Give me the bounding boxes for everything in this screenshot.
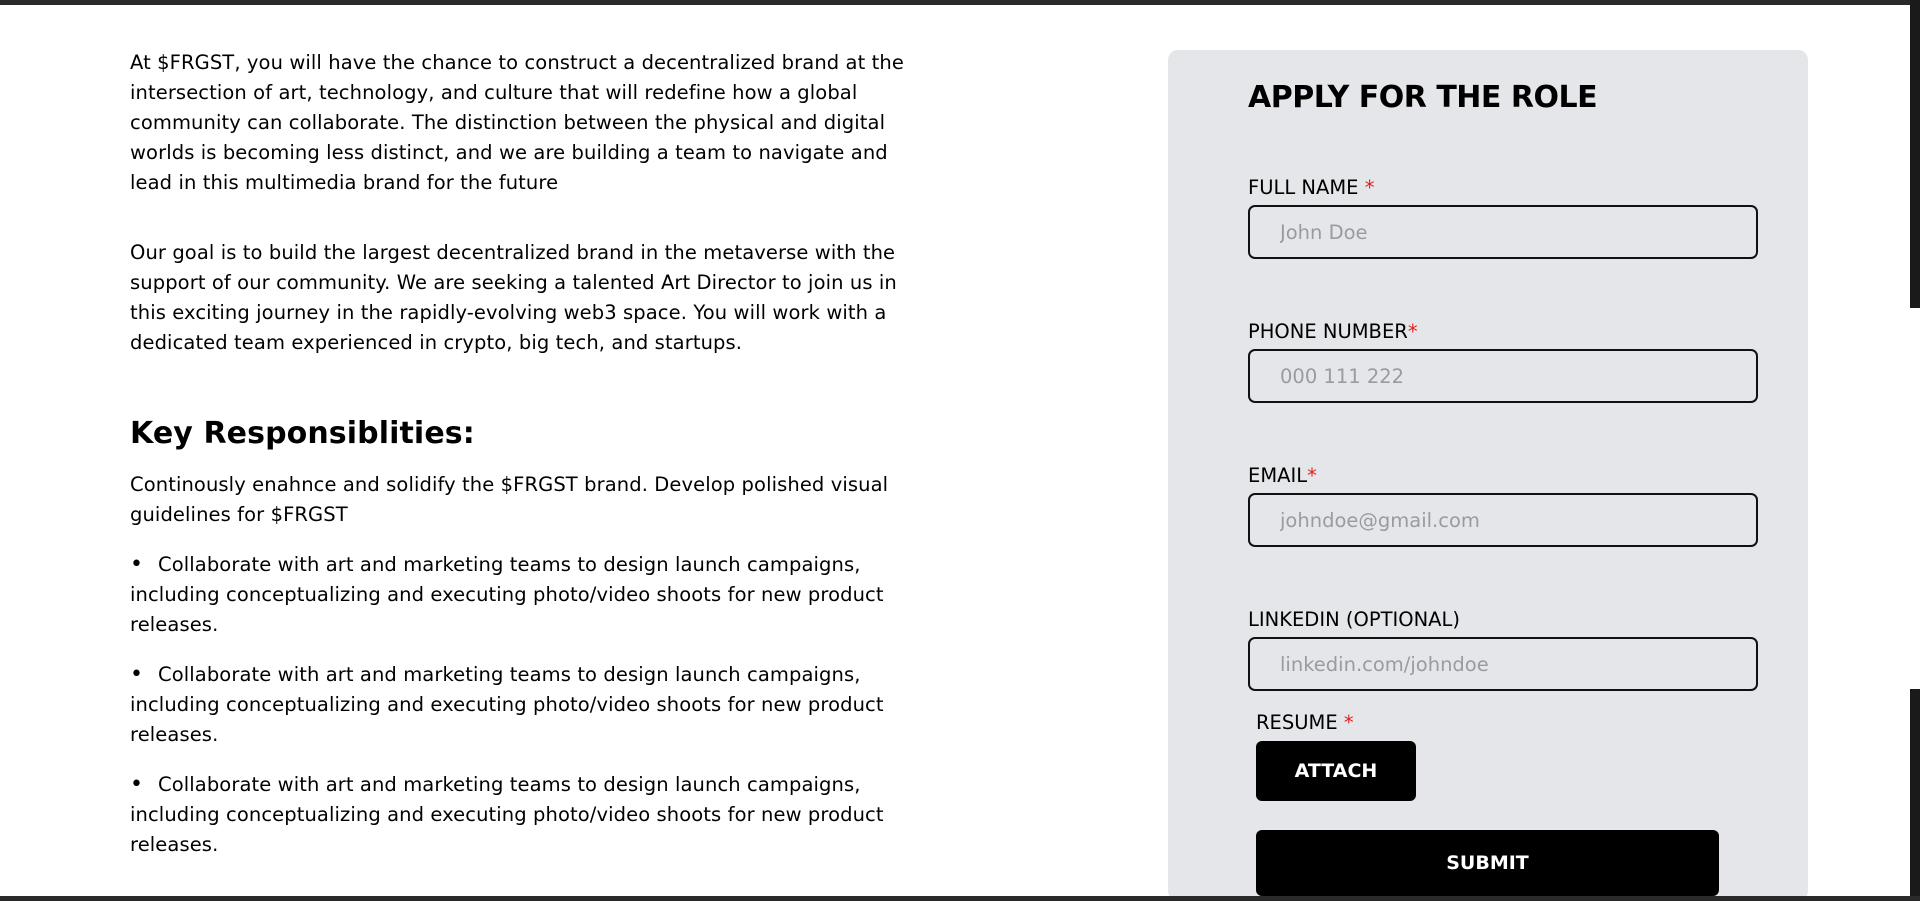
list-item: [130, 660, 920, 750]
list-item: [130, 550, 920, 640]
scrollbar-thumb[interactable]: [1910, 689, 1920, 901]
responsibilities-lead: Continously enahnce and solidify the $FRGST brand. Develop polished visual guidelines for $FRGST: [130, 473, 889, 526]
bullet-icon: •: [130, 662, 144, 687]
email-label: EMAIL*: [1248, 464, 1317, 487]
required-marker: *: [1364, 176, 1375, 199]
email-input[interactable]: [1248, 493, 1758, 547]
job-description: [130, 48, 920, 880]
top-border: [0, 0, 1920, 5]
list-item: [130, 770, 920, 860]
goal-paragraph: Our goal is to build the largest decentralized brand in the metaverse with the support of our community. We are seeking a talented Art Director to join us in this exciting journey in the rapidly-evolving web3 space. You will work with a dedicated team experienced in crypto, big tech, and startups.: [130, 241, 897, 354]
required-marker: *: [1307, 464, 1317, 487]
intro-paragraph: At $FRGST, you will have the chance to construct a decentralized brand at the intersection of art, technology, and culture that will redefine how a global community can collaborate. The distinction between the physical and digital worlds is becoming less distinct, and we are building a team to navigate and lead in this multimedia brand for the future: [130, 51, 904, 194]
required-marker: *: [1343, 711, 1354, 734]
required-marker: *: [1407, 320, 1418, 343]
phone-number-label: PHONE NUMBER*: [1248, 320, 1418, 343]
bullet-icon: •: [130, 552, 144, 577]
attach-resume-button[interactable]: ATTACH: [1256, 741, 1416, 801]
form-title: APPLY FOR THE ROLE: [1248, 80, 1598, 115]
linkedin-label: LINKEDIN (OPTIONAL): [1248, 608, 1460, 631]
list-item-text: Collaborate with art and marketing teams to design launch campaigns, including conceptualizing and executing photo/video shoots for new product releases.: [130, 773, 884, 856]
responsibilities-heading: Key Responsiblities:: [130, 416, 475, 451]
bullet-icon: •: [130, 772, 144, 797]
resume-label: RESUME *: [1256, 711, 1354, 734]
bottom-border: [0, 896, 1920, 901]
phone-number-input[interactable]: [1248, 349, 1758, 403]
scrollbar-thumb[interactable]: [1910, 0, 1920, 308]
linkedin-input[interactable]: [1248, 637, 1758, 691]
full-name-label: FULL NAME *: [1248, 176, 1375, 199]
application-form: [1168, 50, 1808, 901]
list-item-text: Collaborate with art and marketing teams to design launch campaigns, including conceptualizing and executing photo/video shoots for new product releases.: [130, 663, 884, 746]
full-name-input[interactable]: [1248, 205, 1758, 259]
list-item-text: Collaborate with art and marketing teams to design launch campaigns, including conceptualizing and executing photo/video shoots for new product releases.: [130, 553, 884, 636]
submit-button[interactable]: SUBMIT: [1256, 830, 1719, 896]
